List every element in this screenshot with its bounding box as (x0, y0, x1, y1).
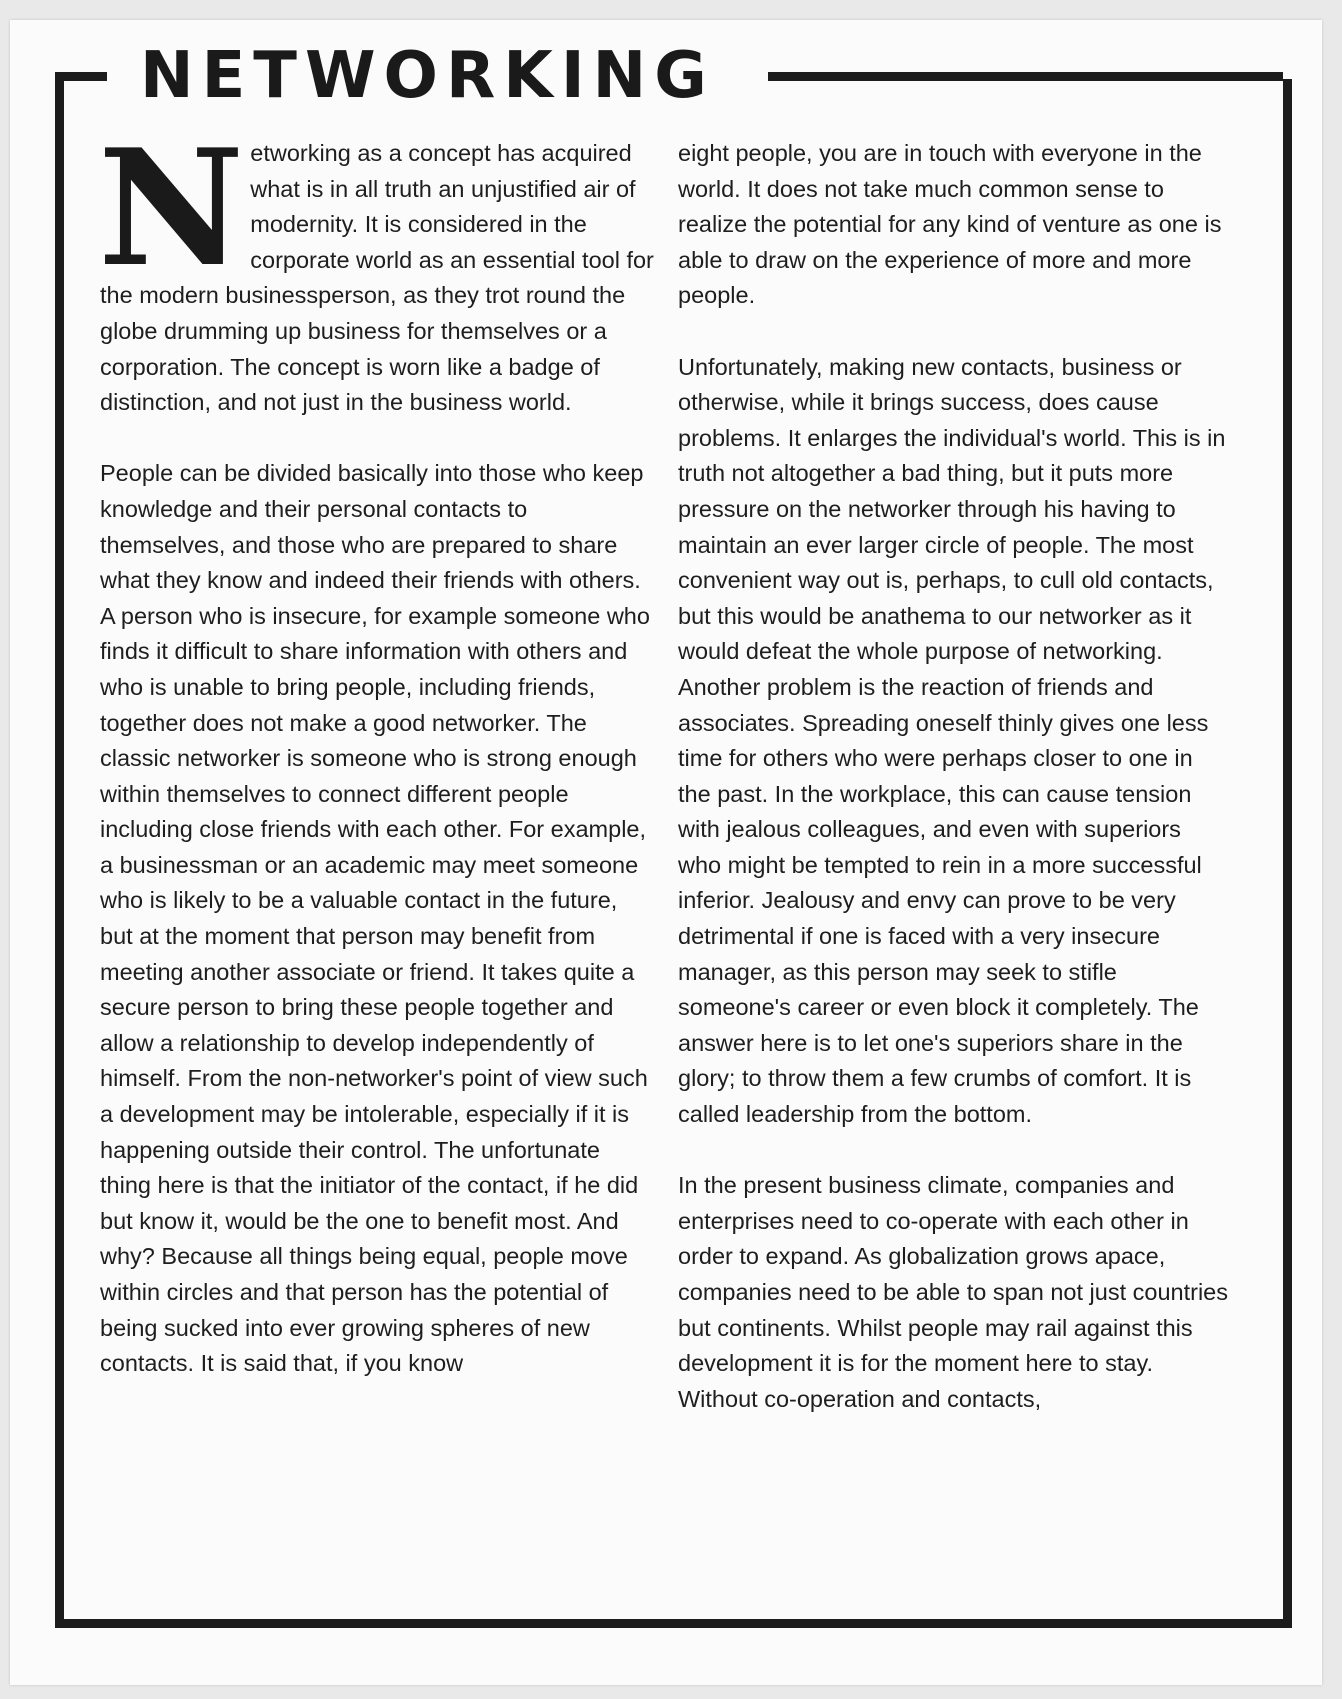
right-column (678, 136, 1230, 1453)
left-column (98, 114, 655, 1417)
left-paragraph-1-text: etworking as a concept has acquired what is in all truth an unjustified air of modernity. It is considered in the corporate world as an essential tool for the modern businessperson, as they trot round the globe drumming up business for themselves or a corporation. The concept is worn like a badge of distinction, and not just in the business world. (100, 140, 654, 416)
drop-cap: N (98, 114, 241, 302)
frame-top-rule-right (768, 72, 1283, 81)
article-title: NETWORKING (140, 39, 715, 113)
right-paragraph-2: Unfortunately, making new contacts, business or otherwise, while it brings success, does cause problems. It enlarges the individual's world. This is in truth not altogether a bad thing, but it puts more pressure on the networker through his having to maintain an ever larger circle of people. The most convenient way out is, perhaps, to cull old contacts, but this would be anathema to our networker as it would defeat the whole purpose of networking. Another problem is the reaction of friends and associates. Spreading oneself thinly gives one less time for others who were perhaps closer to one in the past. In the workplace, this can cause tension with jealous colleagues, and even with superiors who might be tempted to rein in a more successful inferior. Jealousy and envy can prove to be very detrimental if one is faced with a very insecure manager, as this person may seek to stifle someone's career or even block it completely. The answer here is to let one's superiors share in the glory; to throw them a few crumbs of comfort. It is called leadership from the bottom. (678, 353, 1226, 1128)
right-paragraph-1: eight people, you are in touch with everyone in the world. It does not take much common sense to realize the potential for any kind of venture as one is able to draw on the experience of more and more people. (678, 140, 1222, 309)
left-paragraph-1 (98, 114, 655, 421)
frame-top-rule-left (55, 72, 107, 81)
left-paragraph-2: People can be divided basically into those who keep knowledge and their personal contacts to themselves, and those who are prepared to share what they know and indeed their friends with others. A person who is insecure, for example someone who finds it difficult to share information with others and who is unable to bring people, including friends, together does not make a good networker. The classic networker is someone who is strong enough within themselves to connect different people including close friends with each other. For example, a businessman or an academic may meet someone who is likely to be a valuable contact in the future, but at the moment that person may benefit from meeting another associate or friend. It takes quite a secure person to bring these people together and allow a relationship to develop independently of himself. From the non-networker's point of view such a development may be intolerable, especially if it is happening outside their control. The unfortunate thing here is that the initiator of the contact, if he did but know it, would be the one to benefit most. And why? Because all things being equal, people move within circles and that person has the potential of being sucked into ever growing spheres of new contacts. It is said that, if you know (100, 460, 650, 1377)
right-paragraph-3: In the present business climate, companies and enterprises need to co-operate with each other in order to expand. As globalization grows apace, companies need to be able to span not just countries but continents. Whilst people may rail against this development it is for the moment here to stay. Without co-operation and contacts, (678, 1172, 1229, 1412)
